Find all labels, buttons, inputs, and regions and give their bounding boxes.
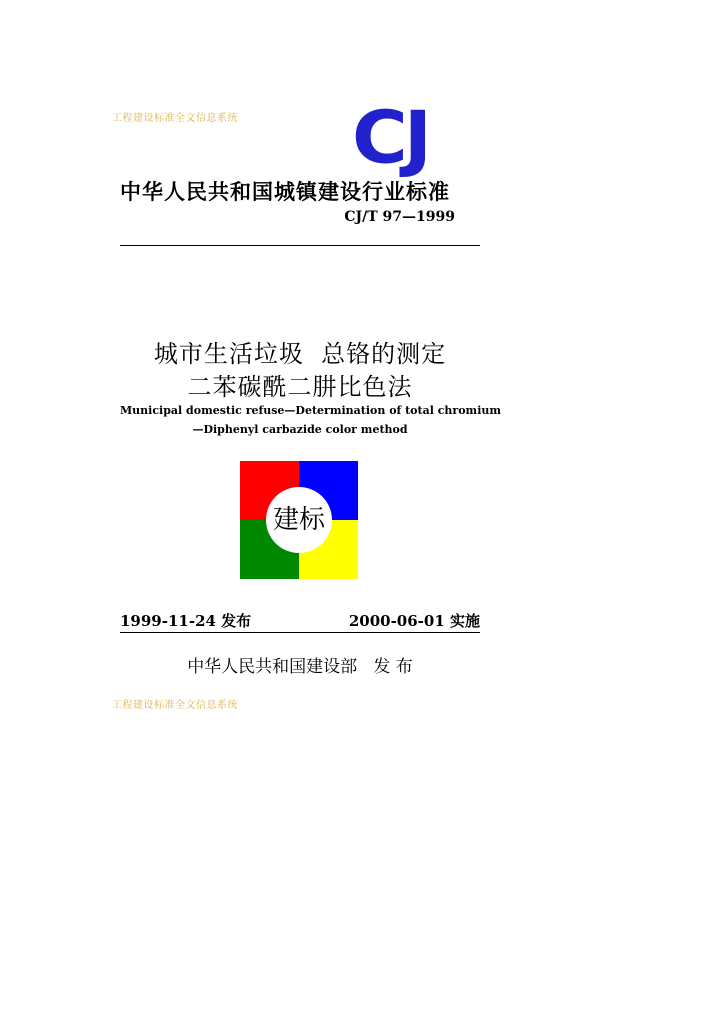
title-english-line2: —Diphenyl carbazide color method — [192, 423, 408, 436]
issuing-authority-title: 中华人民共和国城镇建设行业标准 — [120, 180, 450, 204]
header-divider — [120, 245, 480, 246]
title-chinese-line2: 二苯碳酰二肼比色法 — [187, 373, 413, 401]
implementation-date: 2000-06-01 实施 — [348, 612, 480, 630]
dates-divider — [120, 632, 480, 633]
title-chinese-line1: 城市生活垃圾 总铬的测定 — [153, 340, 447, 368]
standard-number: CJ/T 97—1999 — [344, 209, 455, 225]
issue-date: 1999-11-24 发布 — [120, 612, 252, 630]
jianbiao-emblem — [240, 461, 358, 579]
emblem-text: 建标 — [272, 505, 325, 535]
publisher: 中华人民共和国建设部 发 布 — [187, 657, 413, 677]
cj-logo: CJ — [352, 95, 429, 180]
watermark-bottom: 工程建设标准全文信息系统 — [112, 700, 238, 711]
title-english-line1: Municipal domestic refuse—Determination of total chromium — [120, 404, 502, 417]
watermark-top: 工程建设标准全文信息系统 — [112, 113, 238, 124]
